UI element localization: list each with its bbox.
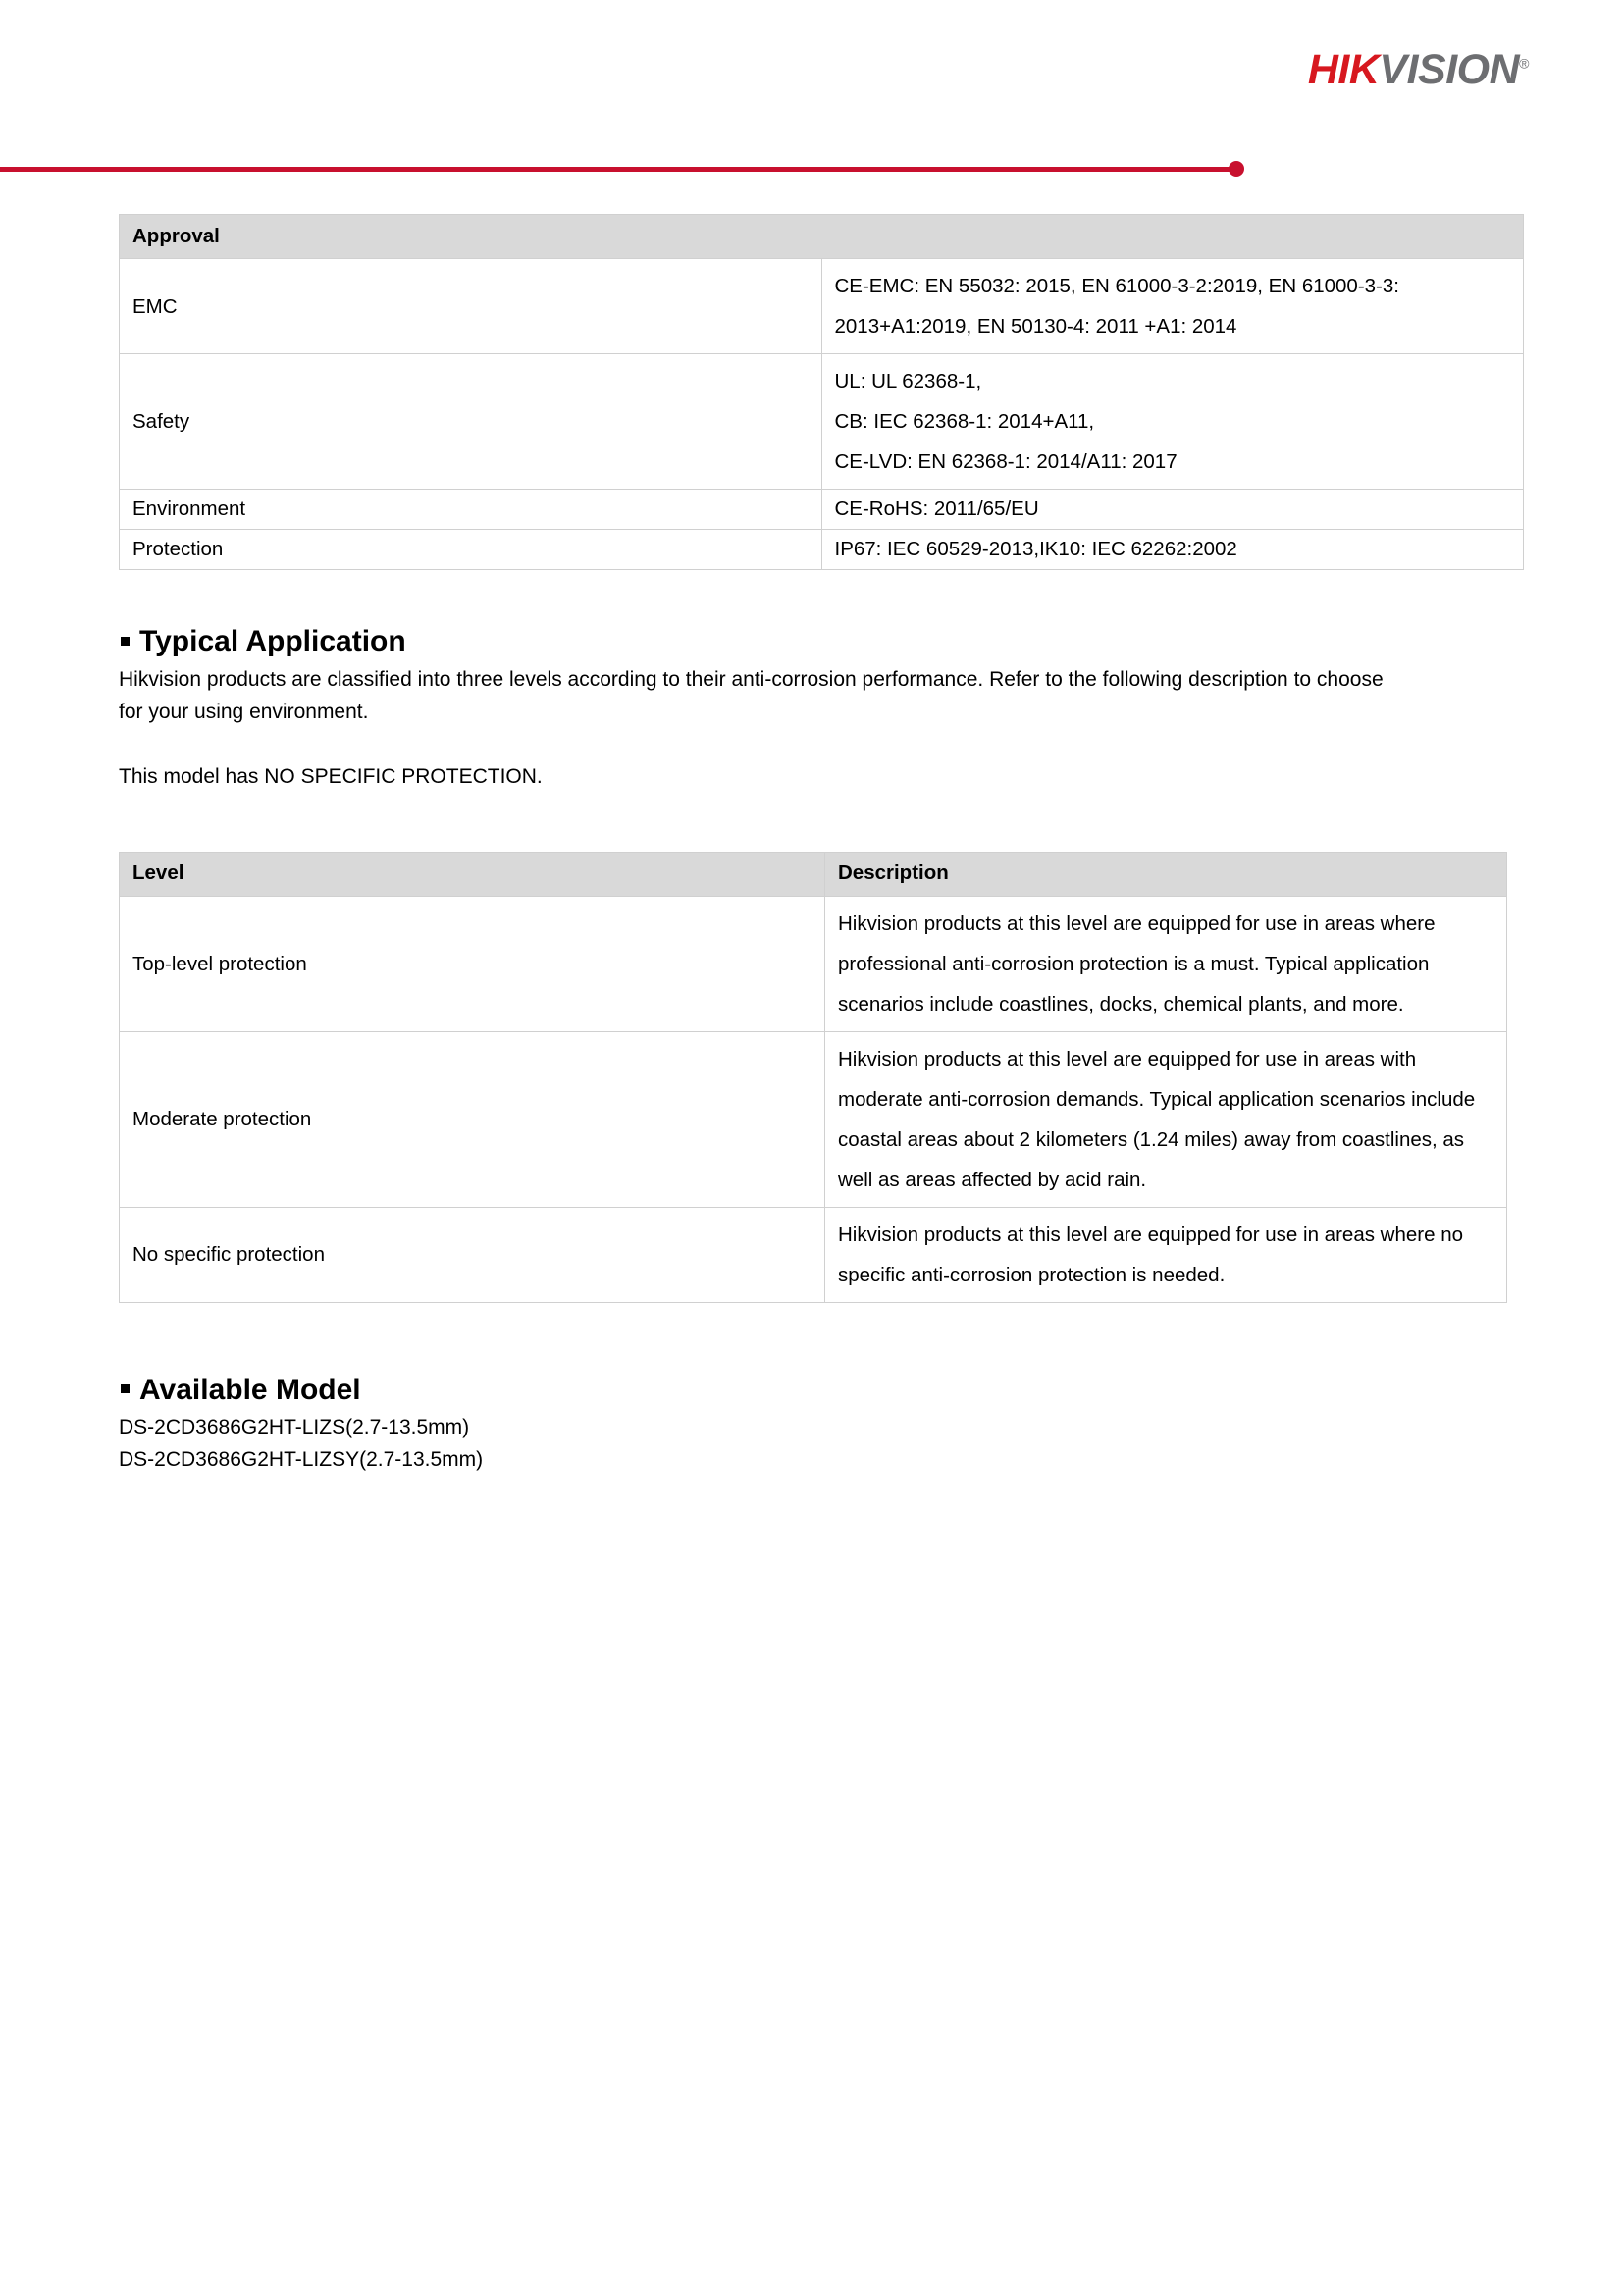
square-bullet-icon bbox=[121, 637, 130, 646]
available-model-title-text: Available Model bbox=[139, 1373, 361, 1406]
header-divider-rule bbox=[0, 167, 1234, 172]
header-divider-dot-icon bbox=[1229, 161, 1244, 177]
approval-row-value-emc bbox=[821, 259, 1524, 354]
approval-table-header bbox=[120, 215, 1524, 259]
registered-trademark-icon: ® bbox=[1519, 55, 1529, 72]
levels-table-header-description bbox=[825, 852, 1507, 896]
level-cell-moderate bbox=[120, 1031, 825, 1207]
typical-application-intro: Hikvision products are classified into three levels according to their anti-corrosion performance. Refer to the following description to choose for your using environment. bbox=[119, 667, 1384, 723]
logo-vision-text: VISION bbox=[1379, 46, 1520, 93]
paragraph-spacer bbox=[119, 728, 1524, 760]
hikvision-logo bbox=[1307, 46, 1529, 93]
page-header bbox=[0, 0, 1623, 179]
protection-label: Protection bbox=[132, 538, 224, 560]
levels-table bbox=[119, 852, 1507, 1303]
approval-row-value-safety bbox=[821, 354, 1524, 490]
table-row bbox=[120, 896, 1507, 1031]
level-cell-top-level bbox=[120, 896, 825, 1031]
approval-row-label-emc bbox=[120, 259, 822, 354]
logo-hik-text: HIK bbox=[1307, 46, 1380, 93]
emc-value: CE-EMC: EN 55032: 2015, EN 61000-3-2:2019, EN 61000-3-3: 2013+A1:2019, EN 50130-4: 2011 +A1: 2014 bbox=[834, 275, 1399, 338]
levels-table-wrapper bbox=[119, 852, 1524, 1303]
typical-application-note: This model has NO SPECIFIC PROTECTION. bbox=[119, 764, 543, 788]
safety-label: Safety bbox=[132, 410, 190, 433]
description-header-label: Description bbox=[838, 861, 949, 885]
table-header-row bbox=[120, 852, 1507, 896]
emc-label: EMC bbox=[132, 294, 178, 318]
environment-label: Environment bbox=[132, 497, 246, 520]
approval-row-label-protection bbox=[120, 530, 822, 570]
levels-table-header-level bbox=[120, 852, 825, 896]
square-bullet-icon bbox=[121, 1384, 130, 1393]
page-content bbox=[119, 214, 1524, 1476]
typical-application-section bbox=[119, 625, 1524, 793]
description-cell-no-specific bbox=[825, 1207, 1507, 1302]
level-label-no-specific: No specific protection bbox=[132, 1243, 325, 1266]
description-cell-top-level bbox=[825, 896, 1507, 1031]
typical-application-title-text: Typical Application bbox=[139, 625, 406, 657]
available-model-section bbox=[119, 1374, 1524, 1477]
approval-table bbox=[119, 214, 1524, 570]
table-row bbox=[120, 354, 1524, 490]
description-cell-moderate bbox=[825, 1031, 1507, 1207]
approval-row-value-protection bbox=[821, 530, 1524, 570]
table-row bbox=[120, 1031, 1507, 1207]
level-description-moderate: Hikvision products at this level are equipped for use in areas with moderate anti-corrosion demands. Typical application scenarios include coastal areas about 2 kilometers (1.24 miles) away from coastlines, as well as areas affected by acid rain. bbox=[838, 1047, 1476, 1191]
approval-row-label-safety bbox=[120, 354, 822, 490]
approval-row-label-environment bbox=[120, 490, 822, 530]
level-description-no-specific: Hikvision products at this level are equipped for use in areas where no specific anti-corrosion protection is needed. bbox=[838, 1223, 1463, 1286]
table-header-row bbox=[120, 215, 1524, 259]
available-model-heading bbox=[119, 1374, 1524, 1408]
model-number-2: DS-2CD3686G2HT-LIZSY(2.7-13.5mm) bbox=[119, 1448, 484, 1471]
typical-application-heading bbox=[119, 625, 1524, 659]
safety-value-line-3: CE-LVD: EN 62368-1: 2014/A11: 2017 bbox=[834, 450, 1178, 473]
protection-value: IP67: IEC 60529-2013,IK10: IEC 62262:2002 bbox=[834, 538, 1237, 560]
level-header-label: Level bbox=[132, 861, 184, 885]
level-description-top-level: Hikvision products at this level are equipped for use in areas where professional anti-corrosion protection is a must. Typical application scenarios include coastlines, docks, chemical plants, and more. bbox=[838, 912, 1436, 1016]
approval-header-label: Approval bbox=[132, 224, 220, 247]
environment-value: CE-RoHS: 2011/65/EU bbox=[834, 497, 1039, 520]
level-label-top-level: Top-level protection bbox=[132, 952, 307, 975]
approval-row-value-environment bbox=[821, 490, 1524, 530]
model-number-1: DS-2CD3686G2HT-LIZS(2.7-13.5mm) bbox=[119, 1416, 470, 1438]
table-row bbox=[120, 1207, 1507, 1302]
safety-value-line-1: UL: UL 62368-1, bbox=[834, 370, 982, 392]
table-row bbox=[120, 259, 1524, 354]
level-cell-no-specific bbox=[120, 1207, 825, 1302]
table-row bbox=[120, 530, 1524, 570]
safety-value-line-2: CB: IEC 62368-1: 2014+A11, bbox=[834, 410, 1095, 433]
level-label-moderate: Moderate protection bbox=[132, 1108, 312, 1130]
table-row bbox=[120, 490, 1524, 530]
